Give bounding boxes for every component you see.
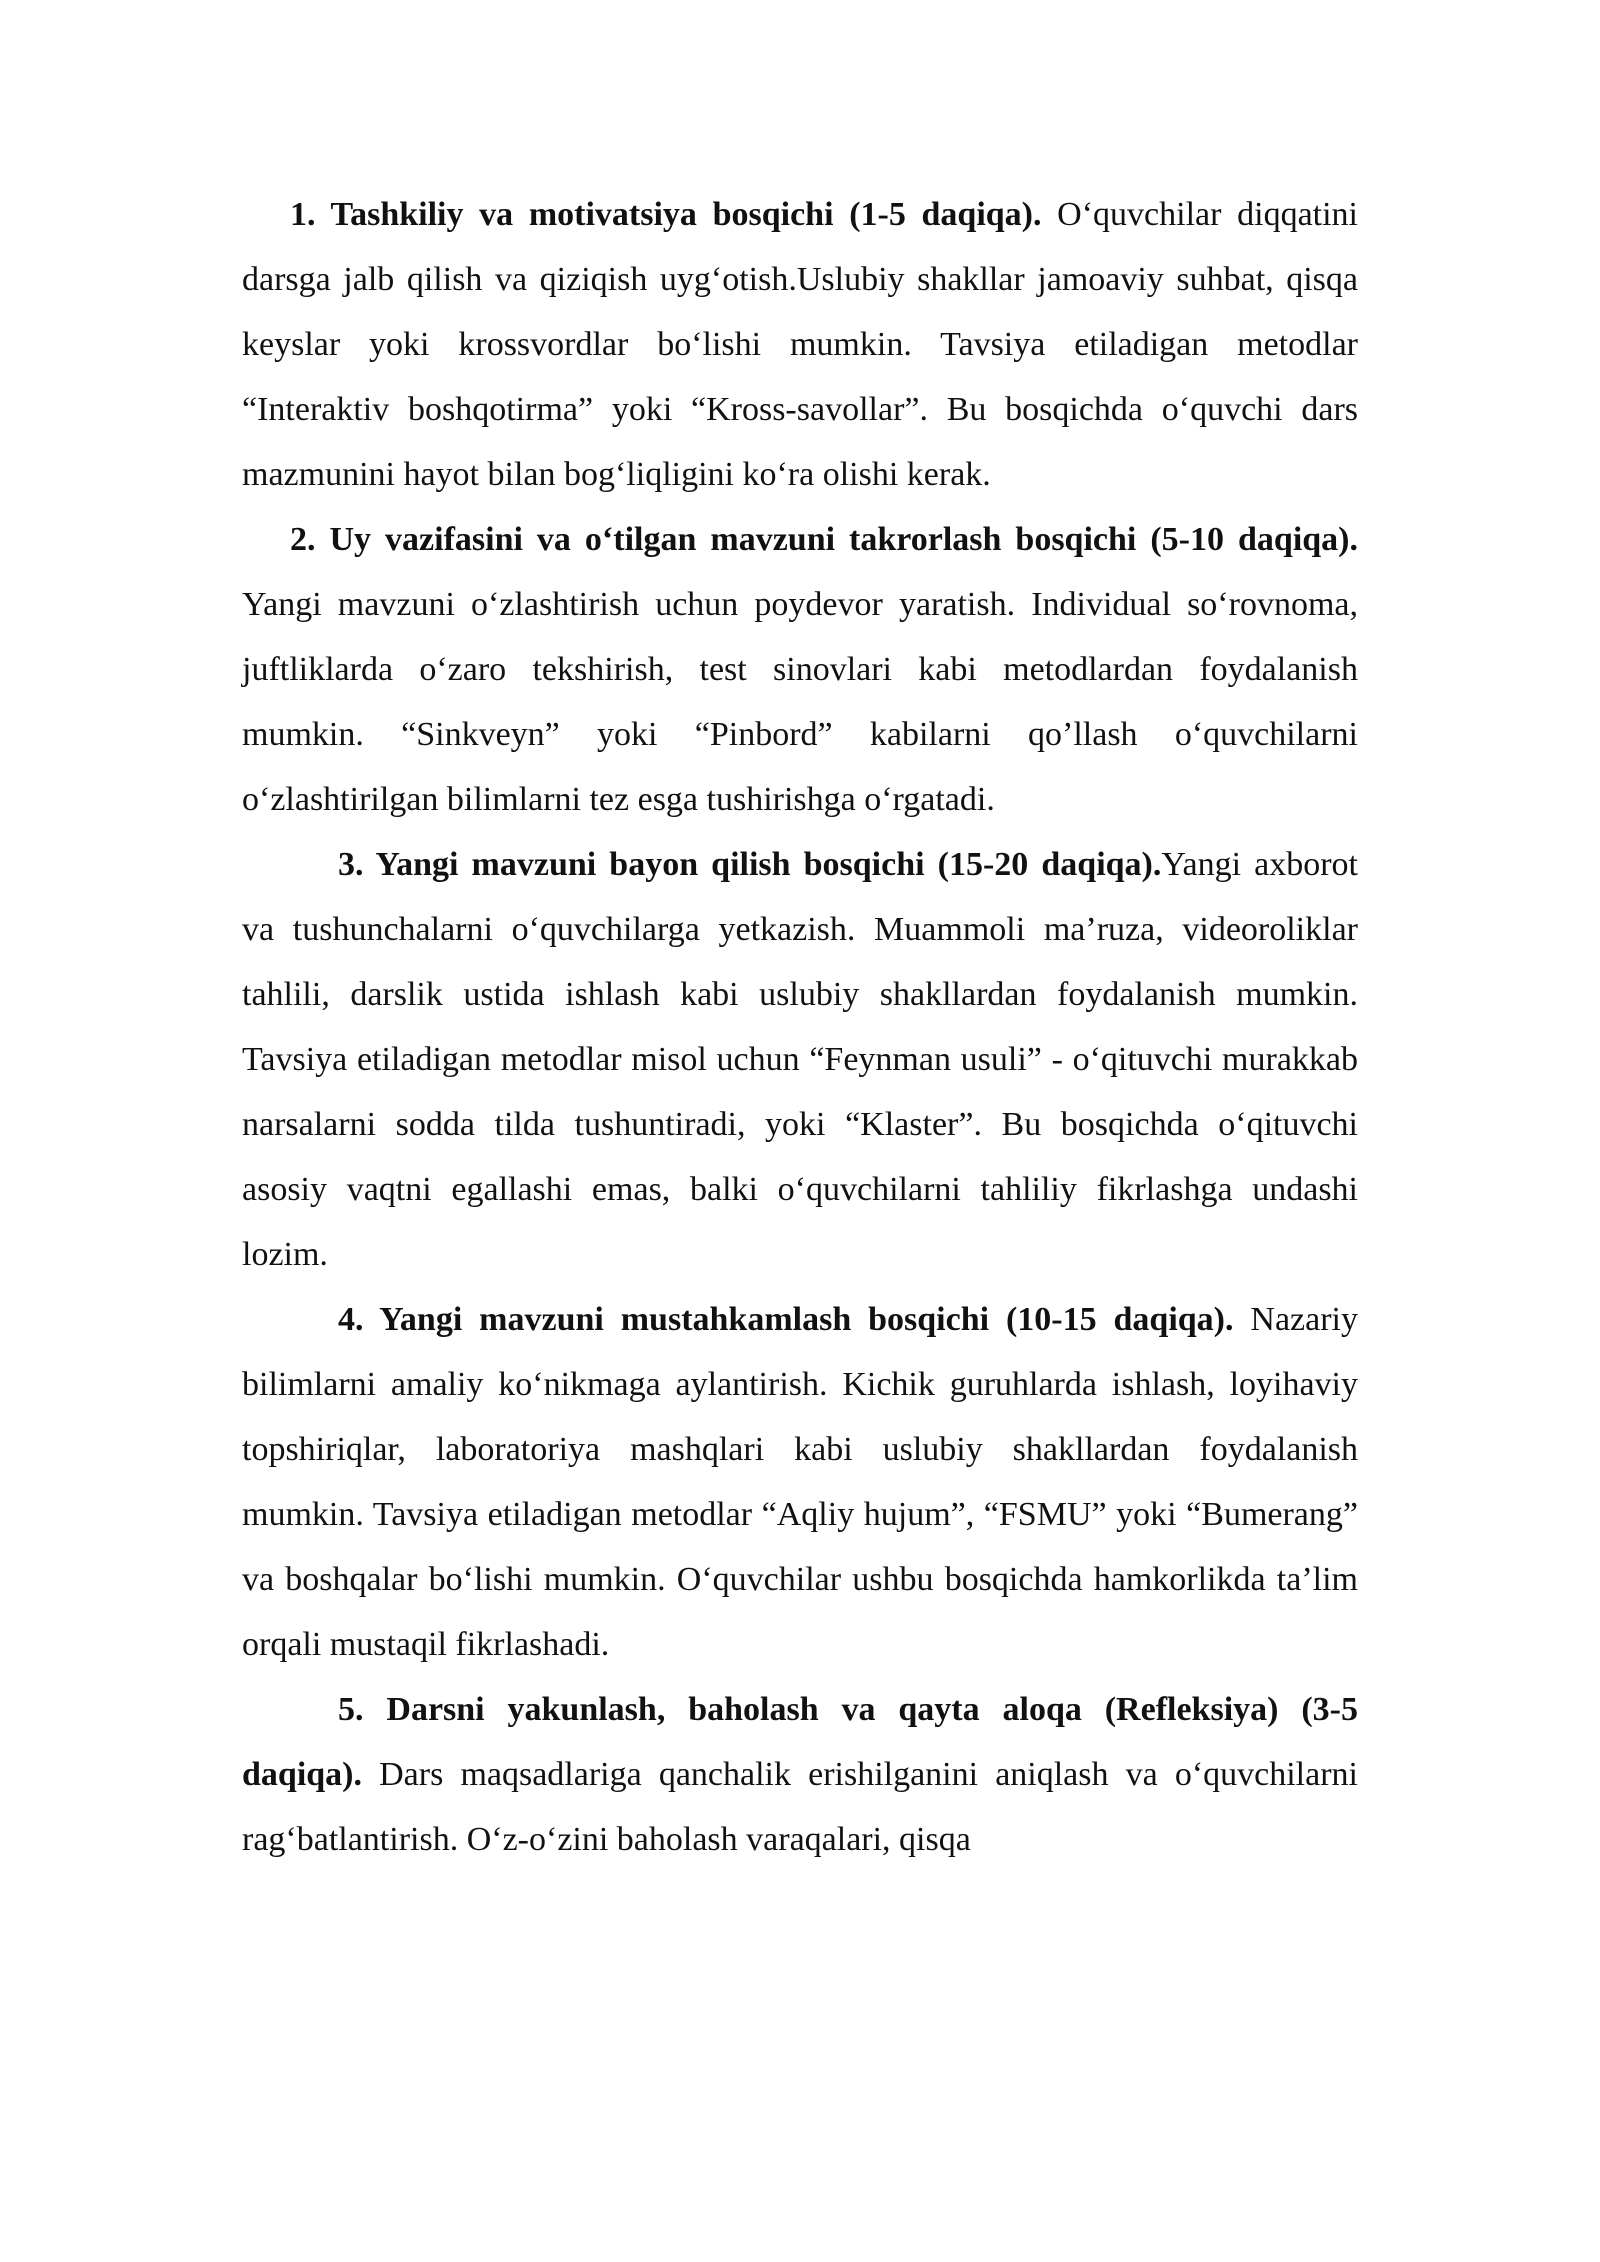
paragraph-heading: 2. Uy vazifasini va o‘tilgan mavzuni takrorlash bosqichi (5-10 daqiqa).: [290, 521, 1358, 558]
paragraph-text: Yangi mavzuni o‘zlashtirish uchun poydevor yaratish. Individual so‘rovnoma, juftliklarda o‘zaro tekshirish, test sinovlari kabi metodlardan foydalanish mumkin. “Sinkveyn” yoki “Pinbord” kabilarni qo’llash o‘quvchilarni o‘zlashtirilgan bilimlarni tez esga tushirishga o‘rgatadi.: [242, 586, 1358, 818]
paragraph-stage-3: [242, 832, 1358, 1287]
paragraph-text: Nazariy bilimlarni amaliy ko‘nikmaga aylantirish. Kichik guruhlarda ishlash, loyihaviy topshiriqlar, laboratoriya mashqlari kabi uslubiy shakllardan foydalanish mumkin. Tavsiya etiladigan metodlar “Aqliy hujum”, “FSMU” yoki “Bumerang” va boshqalar bo‘lishi mumkin. O‘quvchilar ushbu bosqichda hamkorlikda ta’lim orqali mustaqil fikrlashadi.: [242, 1301, 1358, 1663]
paragraph-heading: 1. Tashkiliy va motivatsiya bosqichi (1-5 daqiqa).: [290, 196, 1042, 233]
paragraph-stage-2: [242, 507, 1358, 832]
paragraph-heading: 4. Yangi mavzuni mustahkamlash bosqichi (10-15 daqiqa).: [338, 1301, 1234, 1338]
paragraph-text: O‘quvchilar diqqatini darsga jalb qilish va qiziqish uyg‘otish.Uslubiy shakllar jamoaviy suhbat, qisqa keyslar yoki krossvordlar bo‘lishi mumkin. Tavsiya etiladigan metodlar “Interaktiv boshqotirma” yoki “Kross-savollar”. Bu bosqichda o‘quvchi dars mazmunini hayot bilan bog‘liqligini ko‘ra olishi kerak.: [242, 196, 1358, 493]
paragraph-text: Dars maqsadlariga qanchalik erishilganini aniqlash va o‘quvchilarni rag‘batlantirish. O‘z-o‘zini baholash varaqalari, qisqa: [242, 1756, 1358, 1858]
paragraph-text: Yangi axborot va tushunchalarni o‘quvchilarga yetkazish. Muammoli ma’ruza, videoroliklar tahlili, darslik ustida ishlash kabi uslubiy shakllardan foydalanish mumkin. Tavsiya etiladigan metodlar misol uchun “Feynman usuli” - o‘qituvchi murakkab narsalarni sodda tilda tushuntiradi, yoki “Klaster”. Bu bosqichda o‘qituvchi asosiy vaqtni egallashi emas, balki o‘quvchilarni tahliliy fikrlashga undashi lozim.: [242, 846, 1358, 1273]
paragraph-stage-4: [242, 1287, 1358, 1677]
paragraph-stage-5: [242, 1677, 1358, 1872]
paragraph-heading: 5. Darsni yakunlash, baholash va qayta aloqa (Refleksiya) (3-5 daqiqa).: [242, 1691, 1358, 1793]
paragraph-stage-1: [242, 182, 1358, 507]
paragraph-heading: 3. Yangi mavzuni bayon qilish bosqichi (15-20 daqiqa).: [338, 846, 1162, 883]
document-body: [242, 182, 1358, 1872]
